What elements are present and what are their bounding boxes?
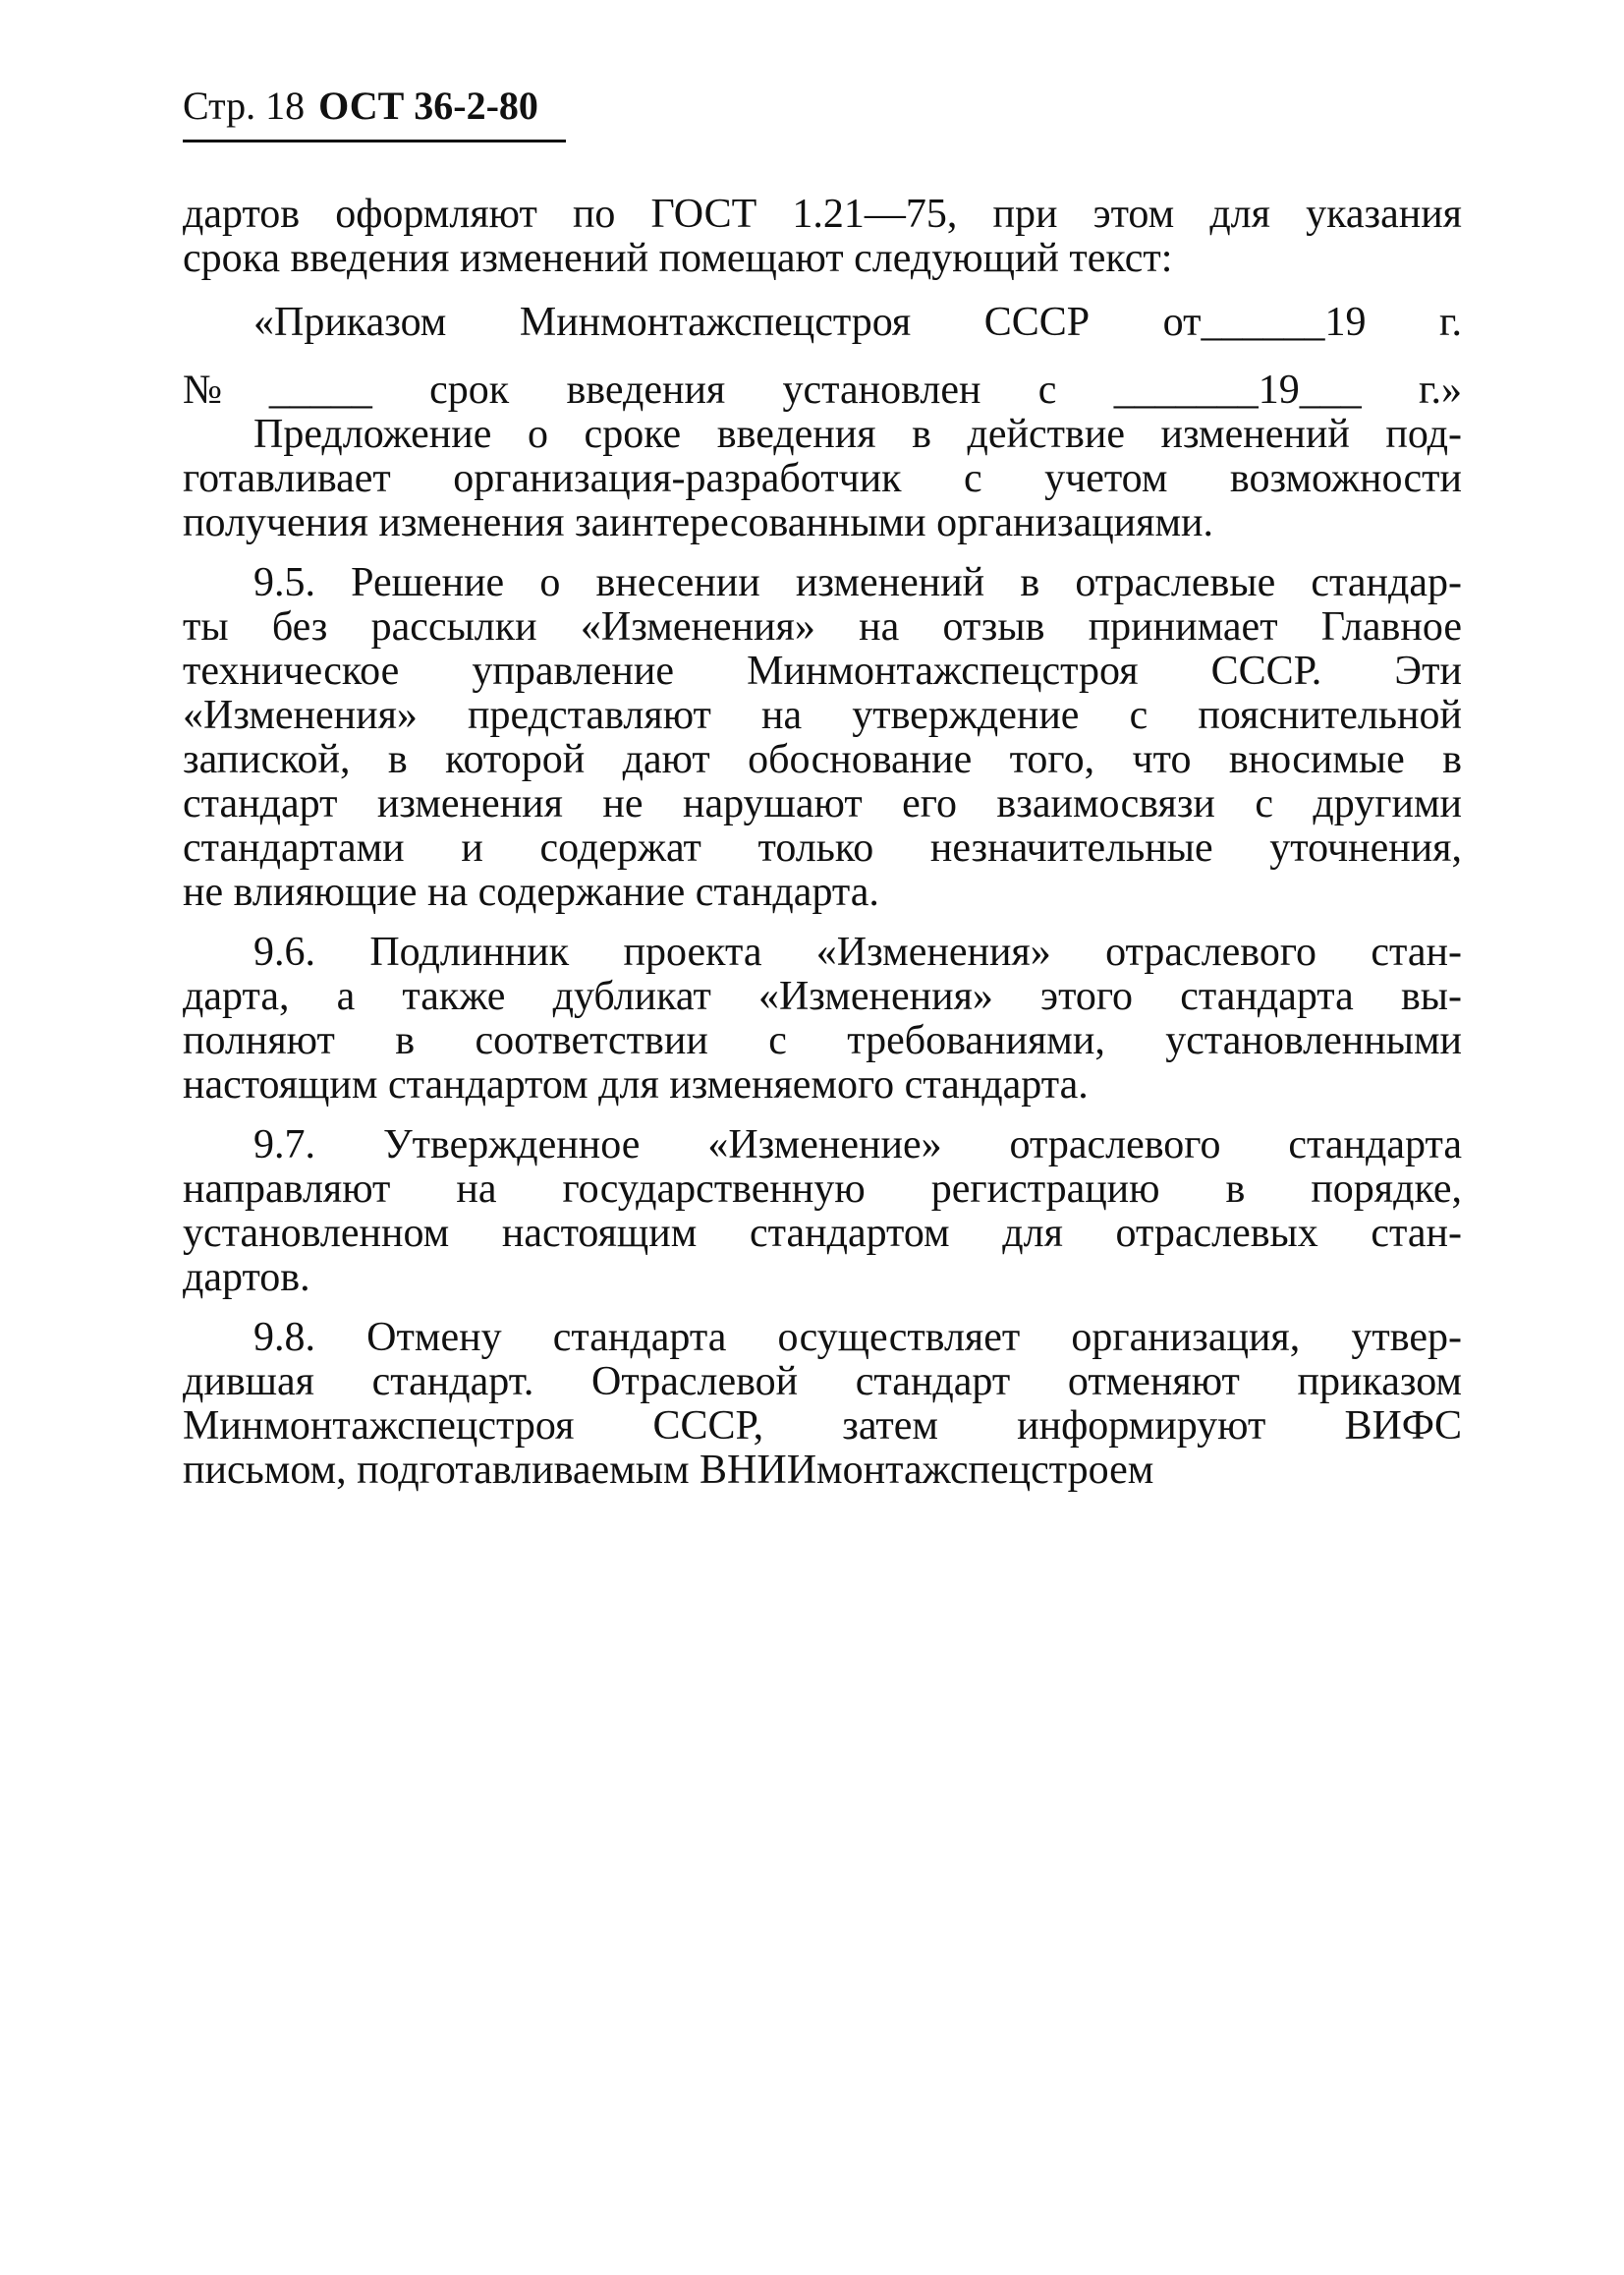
paragraph-9-6 [183,931,1462,1108]
text-line: ты без рассылки «Изменения» на отзыв принимает Главное [183,604,1462,650]
text-line: Минмонтажспецстроя СССР, затем информируют ВИФС [183,1403,1462,1449]
paragraph-gap [183,915,1462,931]
text-line: запиской, в которой дают обоснование того, что вносимые в [183,737,1462,782]
text-line: техническое управление Минмонтажспецстроя СССР. Эти [183,649,1462,694]
text-line: полняют в соответствии с требованиями, установленными [183,1018,1462,1063]
text-line: «Изменения» представляют на утверждение с пояснительной [183,693,1462,738]
text-line: стандартами и содержат только незначительные уточнения, [183,825,1462,871]
text-line: срока введения изменений помещают следующий текст: [183,236,1173,281]
text-line: 9.8. Отмену стандарта осуществляет организация, утвер- [253,1315,1462,1360]
text-line: не влияющие на содержание стандарта. [183,870,879,915]
paragraph-9-7 [183,1123,1462,1300]
paragraph-9-5 [183,561,1462,915]
order-quote [183,301,1462,413]
text-line: письмом, подготавливаемым ВНИИмонтажспецстроем [183,1448,1154,1493]
intro-paragraph [183,193,1462,281]
text-line: 9.6. Подлинник проекта «Изменения» отраслевого стан- [253,930,1462,975]
text-line: дарта, а также дубликат «Изменения» этого стандарта вы- [183,974,1462,1019]
text-line: Предложение о сроке введения в действие изменений под- [253,412,1462,457]
text-line: 9.5. Решение о внесении изменений в отраслевые стандар- [253,560,1462,605]
text-line: готавливает организация-разработчик с учетом возможности [183,456,1462,501]
text-line: настоящим стандартом для изменяемого стандарта. [183,1062,1089,1108]
header-rule [183,140,566,142]
paragraph-gap [183,545,1462,561]
quote-line-date: №_____ срок введения установлен с _______19___ г.» [183,368,1462,413]
text-line: 9.7. Утвержденное «Изменение» отраслевого стандарта [253,1122,1462,1167]
paragraph-gap [183,1108,1462,1123]
quote-line-order: «Приказом Минмонтажспецстроя СССР от______19 г. [253,300,1462,345]
page-number: Стр. 18 [183,84,306,128]
text-line: получения изменения заинтересованными организациями. [183,500,1214,545]
text-line: установленном настоящим стандартом для отраслевых стан- [183,1211,1462,1256]
paragraph-9-8 [183,1316,1462,1493]
text-line: дартов. [183,1255,310,1300]
text-line: дившая стандарт. Отраслевой стандарт отменяют приказом [183,1359,1462,1404]
paragraph-proposal [183,413,1462,545]
page-header [183,83,538,130]
text-line: стандарт изменения не нарушают его взаимосвязи с другими [183,781,1462,826]
standard-code: ОСТ 36-2-80 [318,84,538,128]
text-line: направляют на государственную регистрацию в порядке, [183,1166,1462,1212]
text-line: дартов оформляют по ГОСТ 1.21—75, при этом для указания [183,192,1462,237]
document-body [183,193,1462,1493]
paragraph-gap [183,1300,1462,1316]
